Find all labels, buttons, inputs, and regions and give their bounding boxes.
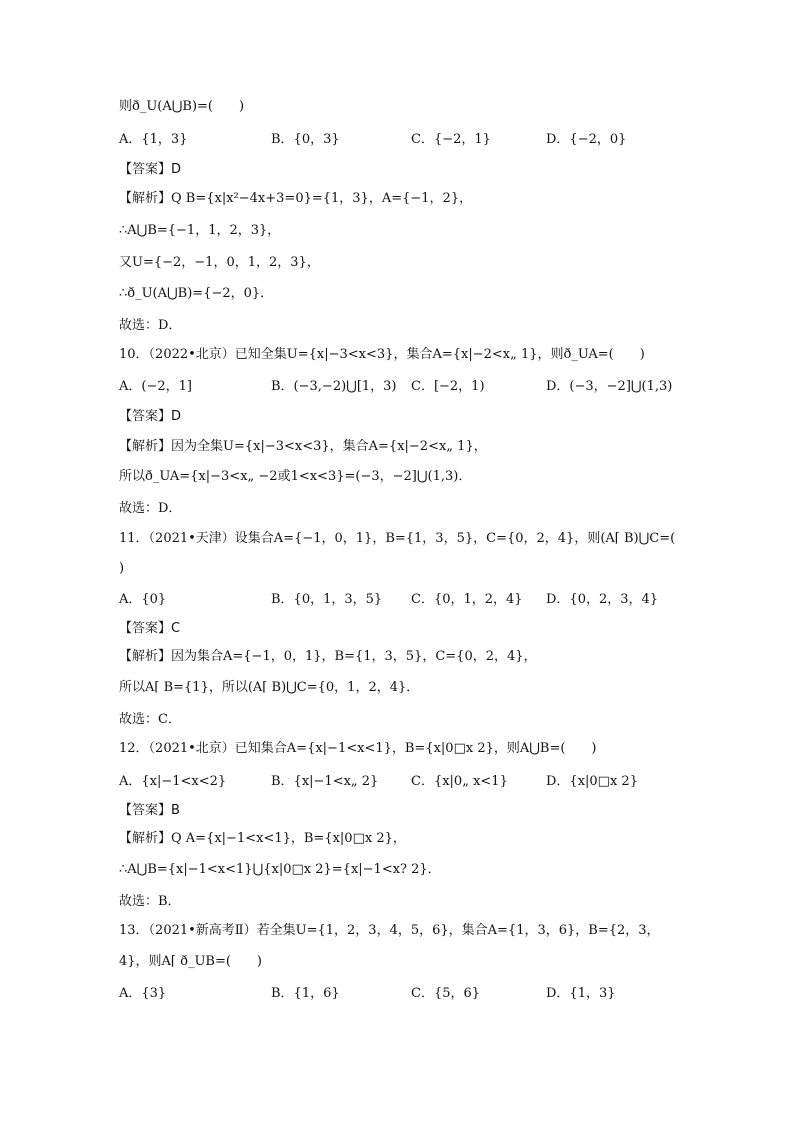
conclusion-line: 故选：C． [119, 712, 181, 727]
answer-line: 【答案】D [119, 409, 182, 424]
option-d: D．{x|0□x 2} [546, 774, 638, 789]
option-b: B．(−3,−2)⋃[1，3) [271, 379, 397, 394]
analysis-line: ∴A⋃B={x|−1<x<1}⋃{x|0□x 2}={x|−1<x? 2}． [119, 862, 441, 877]
question-12-options [119, 773, 679, 791]
option-c: C．{5，6} [411, 986, 481, 1001]
analysis-line: ∴ð_U(A⋃B)={−2，0}． [119, 286, 274, 301]
conclusion-line: 故选：D． [119, 318, 182, 333]
conclusion-line: 故选：D． [119, 501, 182, 516]
option-b: B．{x|−1<x„ 2} [271, 774, 379, 789]
question-9-options [119, 131, 679, 149]
question-13-options [119, 985, 679, 1003]
analysis-line: ∴A⋃B={−1，1，2，3}， [119, 223, 281, 238]
option-d: D．(−3，−2]⋃(1,3) [546, 379, 673, 394]
option-b: B．{1，6} [271, 986, 340, 1001]
analysis-line: 所以ð_UA={x|−3<x„ −2或1<x<3}=(−3，−2]⋃(1,3)． [119, 469, 472, 484]
question-11-stem: 11．（2021•天津）设集合A={−1，0，1}，B={1，3，5}，C={0，2，4}，则(A⌈ B)⋃C=( [119, 531, 676, 546]
option-a: A．(−2，1] [119, 379, 192, 394]
option-a: A．{1，3} [119, 132, 188, 147]
option-b: B．{0，3} [271, 132, 340, 147]
question-10-stem: 10．（2022•北京）已知全集U={x|−3<x<3}，集合A={x|−2<x„ 1}，则ð_UA=( ) [119, 347, 645, 362]
question-9-stem: 则ð_U(A⋃B)=( ) [119, 99, 245, 114]
question-12-stem: 12．（2021•北京）已知集合A={x|−1<x<1}，B={x|0□x 2}，则A⋃B=( ) [119, 741, 597, 756]
analysis-line: 【解析】Q B={x|x²−4x+3=0}={1，3}，A={−1，2}， [119, 191, 473, 206]
option-d: D．{−2，0} [546, 132, 627, 147]
option-c: C．{0，1，2，4} [411, 592, 523, 607]
answer-line: 【答案】D [119, 162, 182, 177]
option-b: B．{0，1，3，5} [271, 592, 383, 607]
option-a: A．{0} [119, 592, 167, 607]
option-a: A．{x|−1<x<2} [119, 774, 227, 789]
question-10-options [119, 378, 679, 396]
analysis-line: 【解析】因为集合A={−1，0，1}，B={1，3，5}，C={0，2，4}， [119, 649, 537, 664]
question-13-stem-end: 4}，则A⌈ ð_UB=( ) [119, 954, 263, 969]
option-c: C．{x|0„ x<1} [411, 774, 508, 789]
analysis-line: 【解析】Q A={x|−1<x<1}，B={x|0□x 2}， [119, 831, 406, 846]
question-13-stem: 13．（2021•新高考Ⅱ）若全集U={1，2，3，4，5，6}，集合A={1，3，6}，B={2，3， [119, 923, 660, 938]
question-11-options [119, 591, 679, 609]
option-d: D．{1，3} [546, 986, 616, 1001]
option-c: C．{−2，1} [411, 132, 491, 147]
analysis-line: 所以A⌈ B={1}，所以(A⌈ B)⋃C={0，1，2，4}． [119, 680, 420, 695]
question-11-stem-end: ) [119, 561, 125, 576]
answer-line: 【答案】B [119, 803, 180, 818]
answer-line: 【答案】C [119, 621, 181, 636]
option-c: C．[−2，1) [411, 379, 485, 394]
analysis-line: 【解析】因为全集U={x|−3<x<3}，集合A={x|−2<x„ 1}， [119, 439, 487, 454]
conclusion-line: 故选：B． [119, 894, 181, 909]
option-d: D．{0，2，3，4} [546, 592, 659, 607]
analysis-line: 又U={−2，−1，0，1，2，3}， [119, 255, 320, 270]
option-a: A．{3} [119, 986, 167, 1001]
